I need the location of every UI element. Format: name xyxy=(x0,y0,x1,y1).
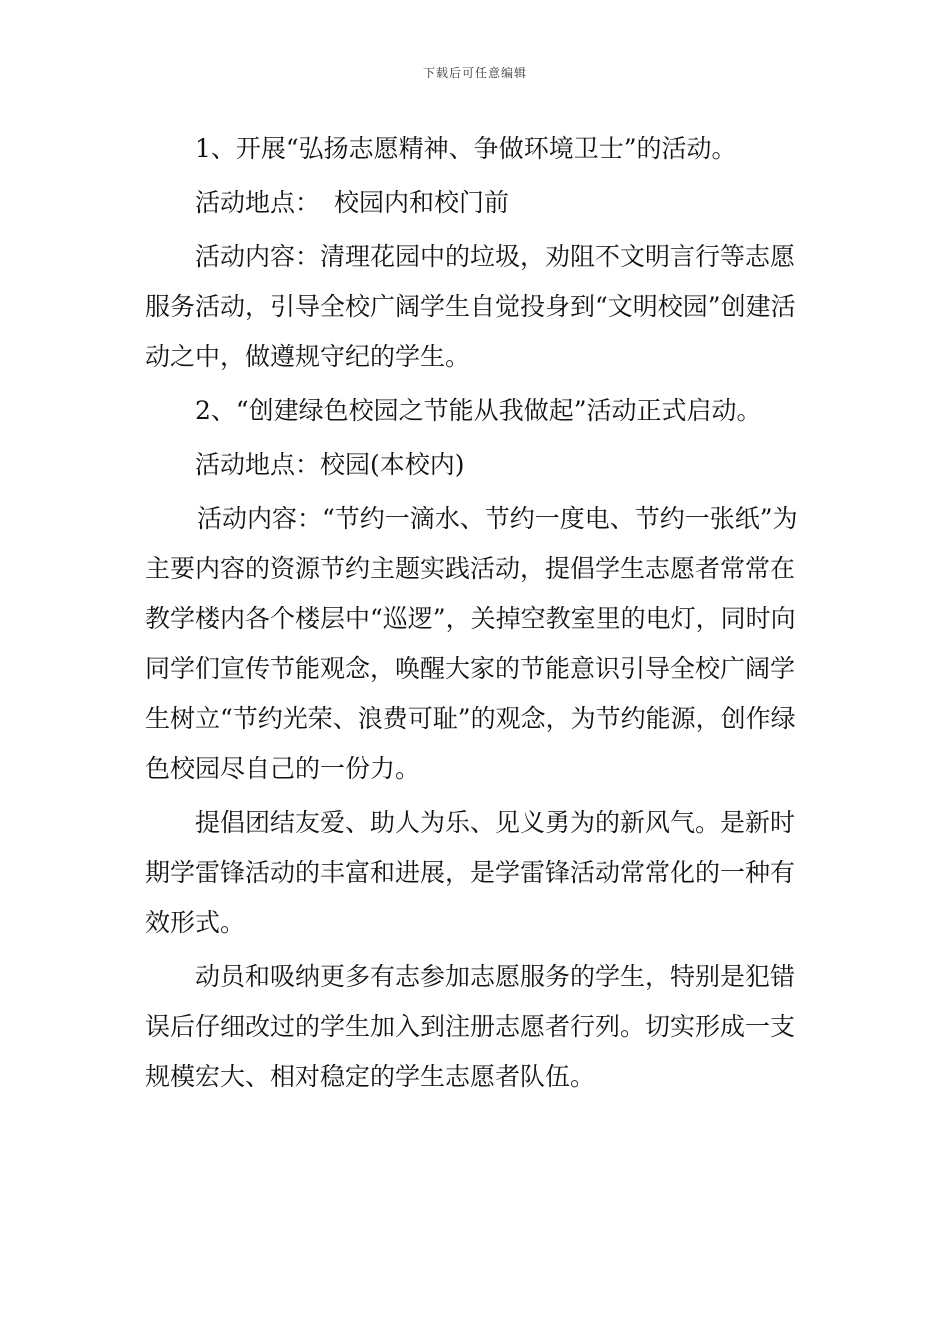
paragraph-activity-1-title: 1、开展“弘扬志愿精神、争做环境卫士”的活动。 xyxy=(195,134,737,163)
paragraph-activity-2-title: 2、“创建绿色校园之节能从我做起”活动正式启动。 xyxy=(195,396,762,425)
document-body xyxy=(145,124,810,1106)
location-value: 校园内和校门前 xyxy=(334,188,510,217)
paragraph-activity-2-location: 活动地点：校园(本校内) xyxy=(195,450,465,479)
paragraph-activity-2-content: 活动内容：“节约一滴水、节约一度电、节约一张纸”为主要内容的资源节约主题实践活动，提倡学生志愿者常常在教学楼内各个楼层中“巡逻”，关掉空教室里的电灯，同时向同学们宣传节能观念，唤醒大家的节能意识引导全校广阔学生树立“节约光荣、浪费可耻”的观念，为节约能源，创作绿色校园尽自己的一份力。 xyxy=(145,504,798,783)
location-label: 活动地点： xyxy=(195,188,321,217)
paragraph-advocacy: 提倡团结友爱、助人为乐、见义勇为的新风气。是新时期学雷锋活动的丰富和进展，是学雷锋活动常常化的一种有效形式。 xyxy=(145,808,796,937)
paragraph-activity-1-location xyxy=(145,178,810,228)
paragraph-mobilization: 动员和吸纳更多有志参加志愿服务的学生，特别是犯错误后仔细改过的学生加入到注册志愿者行列。切实形成一支规模宏大、相对稳定的学生志愿者队伍。 xyxy=(145,962,796,1091)
paragraph-activity-1-content: 活动内容：清理花园中的垃圾，劝阻不文明言行等志愿服务活动，引导全校广阔学生自觉投身到“文明校园”创建活动之中，做遵规守纪的学生。 xyxy=(145,242,796,371)
page-header-note: 下载后可任意编辑 xyxy=(422,66,527,80)
